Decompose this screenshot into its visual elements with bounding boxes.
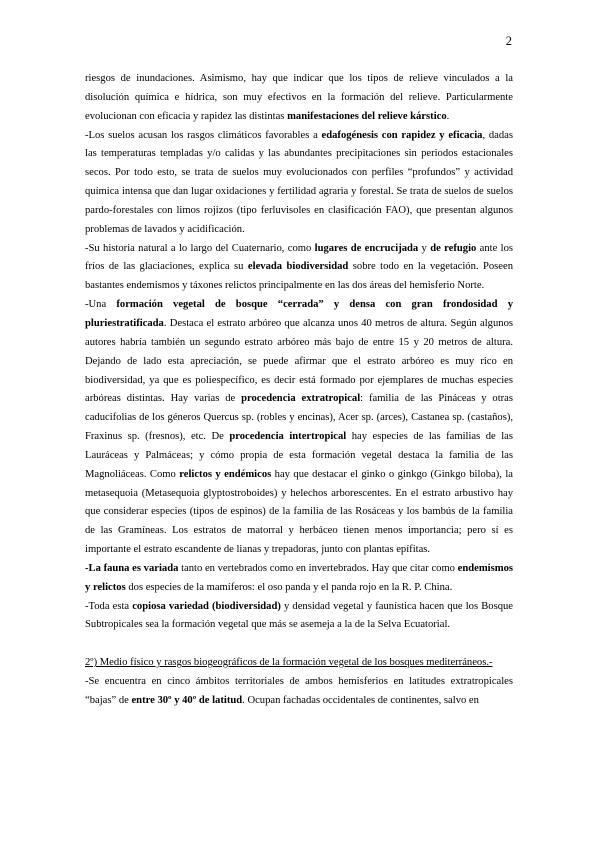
- bold-text: copiosa variedad (biodiversidad): [132, 600, 281, 612]
- text-run: y densidad vegetal y faunística hacen que los Bosque Subtropicales sea la formación vegetal que más se asemeja a la de la Selva Ecuatorial.: [85, 600, 513, 631]
- section-heading: 2º) Medio físico y rasgos biogeográficos de la formación vegetal de los bosques mediterráneos.-: [85, 657, 493, 669]
- text-run: hay especies de las familias de las Lauráceas y Palmáceas; y cómo propia de esta formación vegetal destaca la familia de las Magnoliáceas. Como: [85, 431, 513, 480]
- page-number: 2: [505, 34, 512, 48]
- text-run: riesgos de inundaciones. Asimismo, hay que indicar que los tipos de relieve vinculados a la disolución química e hídrica, son muy efectivos en la formación del relieve. Particularmente evolucionan con eficacia y rapidez las distintas: [85, 73, 513, 122]
- text-run: sobre todo en la vegetación. Poseen bastantes endemismos y táxones relictos principalmente en las dos áreas del hemisferio Norte.: [85, 261, 514, 292]
- text-run: -Los suelos acusan los rasgos climáticos favorables a: [85, 129, 322, 141]
- text-run: -Toda esta: [85, 600, 133, 612]
- text-run: : familia de las Pináceas y otras caducifolias de los géneros Quercus sp. (robles y encinas), Acer sp. (arces), Castanea sp. (castaños), Fraxinus sp. (fresnos), etc. De: [85, 393, 514, 443]
- text-run: -Una: [85, 299, 117, 311]
- text-run: y: [418, 242, 431, 254]
- bold-text: lugares de encrucijada: [314, 242, 419, 254]
- bold-text: edafogénesis con rapidez y eficacia: [321, 129, 483, 141]
- bold-text: -La fauna es variada: [85, 562, 179, 574]
- bold-text: endemismos y relictos: [85, 562, 513, 593]
- paragraph-list: [85, 70, 513, 635]
- document-body: [85, 70, 513, 711]
- bold-text: relictos y endémicos: [179, 468, 272, 480]
- text-run: -Se encuentra en cinco ámbitos territoriales de ambos hemisferios en latitudes extratropicales “bajas” de: [85, 676, 513, 706]
- text-run: . Destaca el estrato arbóreo que alcanza unos 40 metros de altura. Según algunos autores habría también un segundo estrato arbóreo más bajo de entre 15 y 20 metros de altura. Dejando de lado esta apreciación, se puede afirmar que el estrato arbóreo es muy rico en biodiversidad, ya que es poliespecífico, es decir está formado por ejemplares de muchas especies arbóreas distintas. Hay varias de: [85, 317, 513, 405]
- text-run: dos especies de la mamíferos: el oso panda y el panda rojo en la R. P. China.: [125, 581, 453, 593]
- text-run: .: [446, 110, 450, 122]
- bold-text: manifestaciones del relieve kárstico: [287, 110, 447, 122]
- text-run: tanto en vertebrados como en invertebrados. Hay que citar como: [178, 562, 458, 574]
- paragraph-soils: [85, 127, 513, 240]
- text-run: . Ocupan fachadas occidentales de continentes, salvo en: [242, 694, 479, 706]
- paragraph-mediterranean: [85, 673, 513, 711]
- paragraph-variety: [85, 598, 513, 636]
- bold-text: elevada biodiversidad: [247, 261, 349, 273]
- text-run: hay que destacar el ginko o ginkgo (Ginkgo biloba), la metasequoia (Metasequoia glyptostroboides) y helechos arborescentes. En el estrato arbustivo hay que considerar especies (tipos de espinos) de la familia de las Rosáceas y los bambús de la familia de las Gramíneas. Los estratos de matorral y herbáceo tienen menos importancia; pero sí es importante el estrato escandente de lianas y trepadoras, junto con plantas epífitas.: [85, 468, 513, 556]
- paragraph-vegetation: [85, 296, 513, 560]
- bold-text: procedencia intertropical: [229, 431, 347, 443]
- bold-text: formación vegetal de bosque “cerrada” y densa con gran frondosidad y pluriestratificada: [85, 299, 513, 329]
- bold-text: entre 30º y 40º de latitud: [131, 694, 243, 706]
- bold-text: procedencia extratropical: [241, 393, 361, 405]
- section-spacer: [85, 635, 513, 654]
- text-run: ante los fríos de las glaciaciones, explica su: [85, 242, 514, 273]
- paragraph-natural-history: [85, 240, 513, 297]
- text-run: -Su historia natural a lo largo del Cuaternario, como: [85, 242, 315, 254]
- bold-text: de refugio: [430, 242, 477, 254]
- section-body: [85, 673, 513, 711]
- text-run: , dadas las temperaturas templadas y/o calidas y las abundantes precipitaciones sin periodos estacionales secos. Por todo esto, se trata de suelos muy evolucionados con perfiles “profundos” y actividad química intensa que dan lugar oxidaciones y fertilidad agraria y forestal. Se trata de suelos de suelos pardo-forestales con limos rojizos (tipo ferluvisoles en clasificación FAO), que presentan algunos problemas de lavados y acidificación.: [85, 129, 513, 235]
- paragraph-relief: [85, 70, 513, 127]
- paragraph-fauna: [85, 560, 513, 598]
